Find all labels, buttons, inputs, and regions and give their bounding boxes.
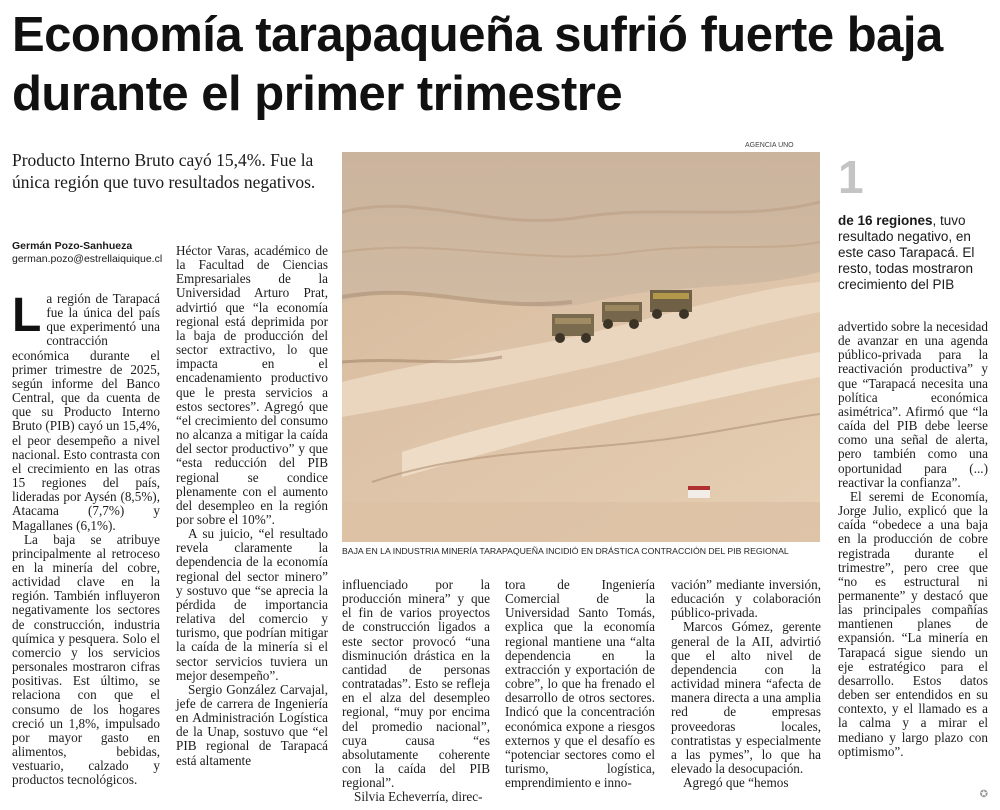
paragraph: Silvia Echeverría, direc- (354, 789, 483, 805)
paragraph: El seremi de Economía, Jorge Julio, explicó que la caída “obedece a una baja en la producción de cobre registrada durante el trimestre”, pero cree que “no es estructural ni permanente” y destacó que las principales compañías mantienen planes de expansión. “La minería en Tarapacá sigue siendo un eje estratégico para el desarrollo. Estos datos deben ser entendidos en su contexto, y el llamado es a la calma y a mirar el mediano y largo plazo con optimismo”. (838, 488, 988, 759)
article-column-6 (838, 320, 988, 759)
pickup-truck (688, 486, 710, 498)
article-column-5 (671, 578, 821, 790)
article-column-3 (342, 578, 490, 805)
stat-highlight: de 16 regiones (838, 213, 933, 228)
photo-credit: AGENCIA UNO (745, 142, 794, 149)
paragraph: Marcos Gómez, gerente general de la AII, advirtió que el alto nivel de dependencia con la actividad minera “afecta de manera directa a una amplia red de empresas proveedoras locales, contratistas y especialmente a las pymes”, lo que ha elevado la desocupación. (671, 619, 821, 777)
paragraph: influenciado por la producción minera” y que el fin de varios proyectos de construcción ligados a este sector provocó “una disminución drástica en la cantidad de personas contratadas”. Esto se refleja en el alza del desempleo regional, “muy por encima del promedio nacional”, cuya causa “es absolutamente coherente con la caída del PIB regional”. (342, 577, 490, 791)
stat-number: 1 (838, 151, 864, 203)
photo-caption: BAJA EN LA INDUSTRIA MINERÍA TARAPAQUEÑA INCIDIÓ EN DRÁSTICA CONTRACCIÓN DEL PIB REGIONAL (342, 546, 789, 556)
article-column-2 (176, 244, 328, 768)
subheadline: Producto Interno Bruto cayó 15,4%. Fue la única región que tuvo resultados negativos. (12, 150, 316, 192)
paragraph: La baja se atribuye principalmente al retroceso en la minería del cobre, actividad clave en la región. También influyeron negativamente los sectores de construcción, industria química y pesquera. Solo el comercio y los servicios personales mostraron cifras positivas. Est último, se relaciona con que el consumo de los hogares creció un 1,8%, impulsado por mayor gasto en alimentos, bebidas, vestuario, calzado y productos tecnológicos. (12, 531, 160, 788)
article-column-4 (505, 578, 655, 790)
author-name: Germán Pozo-Sanhueza (12, 240, 133, 252)
paragraph: tora de Ingeniería Comercial de la Universidad Santo Tomás, explica que la economía regional mantiene una “alta dependencia en la extracción y exportación de cobre”, lo que ha frenado el desarrollo de otros sectores. Indicó que la concentración económica expone a riesgos externos y que el desafío es “potenciar sectores como el turismo, logística, emprendimiento e inno- (505, 577, 655, 791)
paragraph: Héctor Varas, académico de la Facultad de Ciencias Empresariales de la Universidad Arturo Prat, advirtió que “la economía regional está deprimida por la baja de producción del sector extractivo, lo que impacta en el encadenamiento productivo que le presta servicios a estos sectores”. Agregó que “el crecimiento del consumo no alcanza a mitigar la caída del sector productivo” y que “esta reducción del PIB regional se condice plenamente con el aumento del desempleo en la región por sobre el 10%”. (176, 243, 328, 527)
paragraph: Agregó que “hemos (683, 775, 789, 791)
drop-cap: L (12, 289, 42, 342)
author-email: german.pozo@estrellaiquique.cl (12, 253, 163, 265)
paragraph: Sergio González Carvajal, jefe de carrera de Ingeniería en Administración Logística de la Unap, sostuvo que “el PIB regional de Tarapacá está altamente (176, 681, 328, 768)
paragraph: advertido sobre la necesidad de avanzar en una agenda público-privada para la reactivación productiva” y que “Tarapacá necesita una política económica asimétrica”. Afirmó que “la caída del PIB debe leerse como una señal de alerta, pero también como una oportunidad para (...) reactivar la confianza”. (838, 319, 988, 490)
stat-box (838, 213, 988, 293)
mining-photo (342, 152, 820, 542)
article-column-1 (12, 289, 160, 788)
paragraph: a región de Tarapacá fue la única del país que experimentó una contracción económica durante el primer trimestre de 2025, según informe del Banco Central, que da cuenta de que su Producto Interno Bruto (PIB) cayó un 15,4%, el peor desempeño a nivel nacional. Esto contrasta con el crecimiento en las otras 15 regiones del país, lideradas por Aysén (8,5%), Atacama (7,7%) y Magallanes (6,1%). (12, 291, 160, 533)
stat-text: , tuvo resultado negativo, en este caso Tarapacá. El resto, todas mostraron crecimiento del PIB (838, 213, 975, 292)
headline: Economía tarapaqueña sufrió fuerte baja durante el primer trimestre (12, 8, 943, 121)
paragraph: A su juicio, “el resultado revela claramente la dependencia de la economía regional del sector minero” y sostuvo que “se aprecia la pérdida de importancia relativa del comercio y turismo, que podrían mitigar la caída de la minería si el sector servicios tuviera un mejor desempeño”. (176, 526, 328, 683)
end-mark-icon: ✪ (979, 789, 988, 800)
paragraph: vación” mediante inversión, educación y colaboración público-privada. (671, 577, 821, 621)
